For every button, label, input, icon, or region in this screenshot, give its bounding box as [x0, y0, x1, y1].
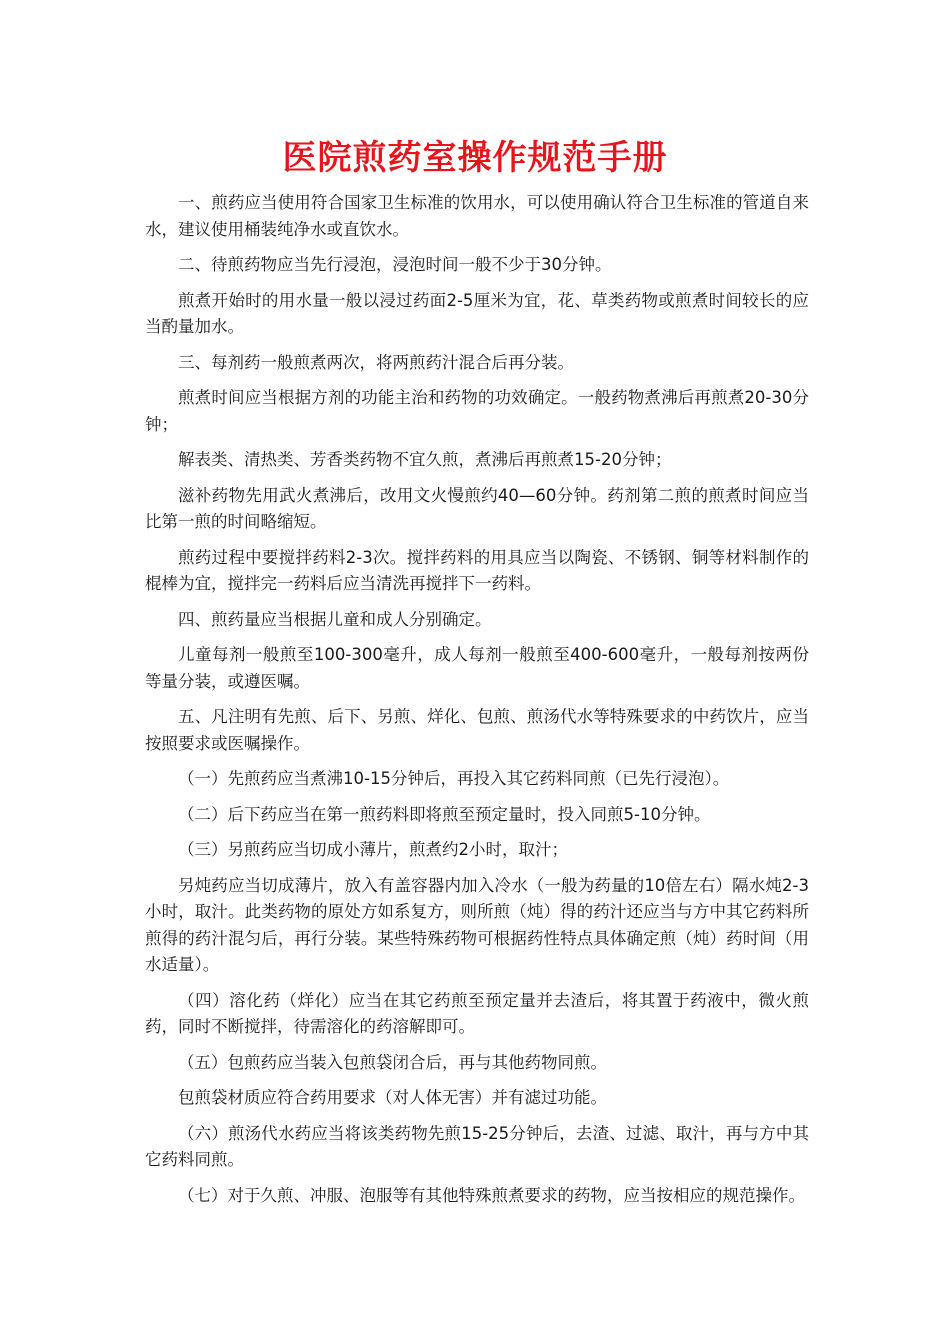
paragraph-1: 一、煎药应当使用符合国家卫生标准的饮用水，可以使用确认符合卫生标准的管道自来水，建议使用桶装纯净水或直饮水。: [145, 193, 809, 239]
document-body: [145, 190, 809, 1218]
paragraph-7: 滋补药物先用武火煮沸后，改用文火慢煎约40—60分钟。药剂第二煎的煎煮时间应当比第一煎的时间略缩短。: [145, 485, 809, 531]
paragraph-8: 煎药过程中要搅拌药料2-3次。搅拌药料的用具应当以陶瓷、不锈钢、铜等材料制作的棍棒为宜，搅拌完一药料后应当清洗再搅拌下一药料。: [145, 547, 809, 593]
paragraph-12: （一）先煎药应当煮沸10-15分钟后，再投入其它药料同煎（已先行浸泡）。: [178, 769, 730, 788]
paragraph-20: （七）对于久煎、冲服、泡服等有其他特殊煎煮要求的药物，应当按相应的规范操作。: [178, 1185, 805, 1205]
paragraph-10: 儿童每剂一般煎至100-300毫升，成人每剂一般煎至400-600毫升，一般每剂按两份等量分装，或遵医嘱。: [145, 645, 809, 691]
paragraph-15: 另炖药应当切成薄片，放入有盖容器内加入冷水（一般为药量的10倍左右）隔水炖2-3小时，取汁。此类药物的原处方如系复方，则所煎（炖）得的药汁还应当与方中其它药料所煎得的药汁混匀后，再行分装。某些特殊药物可根据药性特点具体确定煎（炖）药时间（用水适量）。: [145, 875, 809, 974]
paragraph-4: 三、每剂药一般煎煮两次，将两煎药汁混合后再分装。: [178, 352, 574, 372]
paragraph-17: （五）包煎药应当装入包煎袋闭合后，再与其他药物同煎。: [178, 1052, 607, 1072]
paragraph-19: （六）煎汤代水药应当将该类药物先煎15-25分钟后，去渣、过滤、取汁，再与方中其它药料同煎。: [145, 1123, 809, 1169]
paragraph-9: 四、煎药量应当根据儿童和成人分别确定。: [178, 609, 492, 629]
paragraph-6: 解表类、清热类、芳香类药物不宜久煎，煮沸后再煎煮15-20分钟；: [178, 450, 672, 469]
paragraph-2: 二、待煎药物应当先行浸泡，浸泡时间一般不少于30分钟。: [178, 255, 612, 274]
page-title: 医院煎药室操作规范手册: [282, 138, 668, 178]
paragraph-13: （二）后下药应当在第一煎药料即将煎至预定量时，投入同煎5-10分钟。: [178, 804, 711, 824]
paragraph-14: （三）另煎药应当切成小薄片，煎煮约2小时，取汁；: [178, 840, 568, 859]
paragraph-16: （四）溶化药（烊化）应当在其它药煎至预定量并去渣后，将其置于药液中，微火煎药，同时不断搅拌，待需溶化的药溶解即可。: [145, 990, 809, 1036]
paragraph-5: 煎煮时间应当根据方剂的功能主治和药物的功效确定。一般药物煮沸后再煎煮20-30分钟；: [145, 388, 809, 434]
paragraph-11: 五、凡注明有先煎、后下、另煎、烊化、包煎、煎汤代水等特殊要求的中药饮片，应当按照要求或医嘱操作。: [145, 707, 809, 753]
paragraph-3: 煎煮开始时的用水量一般以浸过药面2-5厘米为宜，花、草类药物或煎煮时间较长的应当酌量加水。: [145, 290, 809, 336]
paragraph-18: 包煎袋材质应符合药用要求（对人体无害）并有滤过功能。: [178, 1088, 607, 1107]
